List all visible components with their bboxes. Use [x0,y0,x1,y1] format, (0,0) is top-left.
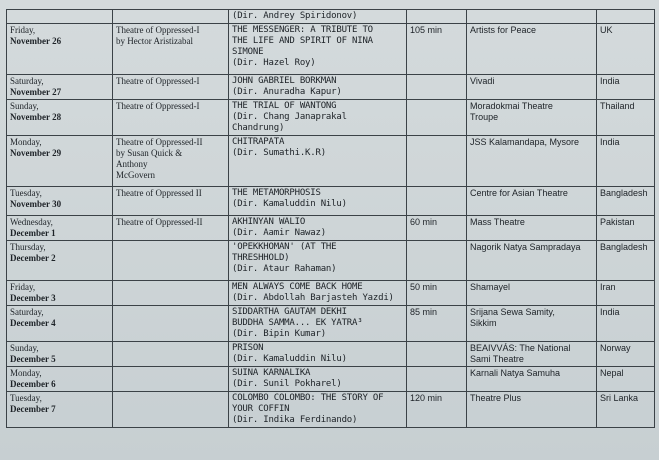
play-cell [229,342,407,367]
duration-cell [407,136,467,187]
play-cell [229,216,407,241]
weekday-label: Monday, [10,368,42,378]
director-credit: (Dir. Sunil Pokharel) [232,379,342,389]
director-credit: (Dir. Chang Janaprakal Chandrung) [232,112,347,133]
duration-cell [407,187,467,216]
organizer-cell [113,342,229,367]
table-row [7,216,655,241]
duration-cell: 105 min [407,24,467,75]
weekday-label: Wednesday, [10,217,53,227]
date-label: November 27 [10,87,62,97]
table-row [7,136,655,187]
date-label: December 1 [10,228,56,238]
country-cell: Iran [597,281,655,306]
country-cell: Nepal [597,367,655,392]
group-cell: Vivadi [467,75,597,100]
date-label: November 26 [10,36,62,46]
table-row [7,367,655,392]
play-title: AKHINYAN WALIO [232,217,306,227]
country-cell: India [597,306,655,342]
organizer-cell [113,392,229,428]
play-cell [229,241,407,281]
country-cell: Bangladesh [597,241,655,281]
date-cell [7,187,113,216]
group-cell: JSS Kalamandapa, Mysore [467,136,597,187]
date-cell [7,100,113,136]
date-cell [7,367,113,392]
group-cell: Nagorik Natya Sampradaya [467,241,597,281]
group-cell: Theatre Plus [467,392,597,428]
group-cell: Shamayel [467,281,597,306]
duration-cell: 60 min [407,216,467,241]
date-label: December 6 [10,379,56,389]
play-title: CHITRAPATA [232,137,285,147]
director-credit: (Dir. Hazel Roy) [232,58,316,68]
country-cell: Sri Lanka [597,392,655,428]
date-cell [7,306,113,342]
play-title: THE MESSENGER: A TRIBUTE TO THE LIFE AND SPIRIT OF NINA SIMONE [232,25,373,57]
organizer-cell [113,241,229,281]
country-cell: UK [597,24,655,75]
date-label: December 3 [10,293,56,303]
table-row [7,241,655,281]
play-cell [229,10,407,24]
table-row [7,306,655,342]
group-cell: Artists for Peace [467,24,597,75]
date-cell [7,281,113,306]
play-cell [229,187,407,216]
director-credit: (Dir. Ataur Rahaman) [232,264,337,274]
organizer-cell: Theatre of Oppressed-II [113,216,229,241]
weekday-label: Friday, [10,282,36,292]
date-cell [7,10,113,24]
play-title: THE METAMORPHOSIS [232,188,321,198]
table-row [7,24,655,75]
weekday-label: Tuesday, [10,393,42,403]
country-cell: India [597,136,655,187]
group-cell [467,10,597,24]
director-credit: (Dir. Aamir Nawaz) [232,228,326,238]
play-cell [229,392,407,428]
duration-cell [407,367,467,392]
date-cell [7,216,113,241]
country-cell: Bangladesh [597,187,655,216]
date-cell [7,342,113,367]
duration-cell [407,100,467,136]
table-row [7,342,655,367]
table-row [7,281,655,306]
country-cell: Pakistan [597,216,655,241]
date-label: December 2 [10,253,56,263]
director-credit: (Dir. Sumathi.K.R) [232,148,326,158]
play-title: MEN ALWAYS COME BACK HOME [232,282,363,292]
group-cell: Mass Theatre [467,216,597,241]
weekday-label: Saturday, [10,307,44,317]
director-credit: (Dir. Abdollah Barjasteh Yazdi) [232,293,394,303]
play-cell [229,100,407,136]
country-cell: India [597,75,655,100]
table-row [7,392,655,428]
director-credit: (Dir. Indika Ferdinando) [232,415,358,425]
weekday-label: Sunday, [10,343,39,353]
weekday-label: Thursday, [10,242,46,252]
weekday-label: Friday, [10,25,36,35]
table-row [7,187,655,216]
festival-schedule-table [6,9,655,428]
date-cell [7,392,113,428]
weekday-label: Saturday, [10,76,44,86]
date-cell [7,241,113,281]
duration-cell: 85 min [407,306,467,342]
organizer-cell [113,10,229,24]
play-title: PRISON [232,343,264,353]
organizer-cell [113,281,229,306]
duration-cell [407,75,467,100]
group-cell: Centre for Asian Theatre [467,187,597,216]
country-cell [597,10,655,24]
organizer-cell: Theatre of Oppressed-I [113,100,229,136]
weekday-label: Tuesday, [10,188,42,198]
group-cell: Srijana Sewa Samity, Sikkim [467,306,597,342]
date-label: December 7 [10,404,56,414]
play-title: COLOMBO COLOMBO: THE STORY OF YOUR COFFIN [232,393,384,414]
organizer-cell: Theatre of Oppressed-I [113,75,229,100]
organizer-cell [113,367,229,392]
country-cell: Norway [597,342,655,367]
group-cell: Moradokmai Theatre Troupe [467,100,597,136]
table-row-continued [7,10,655,24]
date-label: November 29 [10,148,62,158]
weekday-label: Sunday, [10,101,39,111]
date-label: November 30 [10,199,62,209]
play-title: THE TRIAL OF WANTONG [232,101,337,111]
date-label: December 5 [10,354,56,364]
play-cell [229,136,407,187]
play-cell [229,75,407,100]
play-cell [229,281,407,306]
duration-cell: 50 min [407,281,467,306]
director-credit: (Dir. Andrey Spiridonov) [232,11,358,21]
play-title: SUINA KARNALIKA [232,368,311,378]
organizer-cell: Theatre of Oppressed II [113,187,229,216]
play-cell [229,24,407,75]
date-cell [7,24,113,75]
organizer-cell: Theatre of Oppressed-II by Susan Quick & Anthony McGovern [113,136,229,187]
date-cell [7,75,113,100]
group-cell: Karnali Natya Samuha [467,367,597,392]
group-cell: BEAIVVÁS: The National Sami Theatre [467,342,597,367]
director-credit: (Dir. Kamaluddin Nilu) [232,199,347,209]
director-credit: (Dir. Bipin Kumar) [232,329,326,339]
country-cell: Thailand [597,100,655,136]
date-label: November 28 [10,112,62,122]
play-title: SIDDARTHA GAUTAM DEKHI BUDDHA SAMMA... EK YATRA³ [232,307,363,328]
play-cell [229,367,407,392]
table-row [7,75,655,100]
play-title: 'OPEKKHOMAN' (AT THE THRESHHOLD) [232,242,337,263]
organizer-cell [113,306,229,342]
weekday-label: Monday, [10,137,42,147]
date-cell [7,136,113,187]
date-label: December 4 [10,318,56,328]
play-cell [229,306,407,342]
duration-cell [407,342,467,367]
duration-cell [407,10,467,24]
duration-cell: 120 min [407,392,467,428]
play-title: JOHN GABRIEL BORKMAN [232,76,337,86]
organizer-cell: Theatre of Oppressed-I by Hector Aristizabal [113,24,229,75]
director-credit: (Dir. Kamaluddin Nilu) [232,354,347,364]
duration-cell [407,241,467,281]
table-row [7,100,655,136]
director-credit: (Dir. Anuradha Kapur) [232,87,342,97]
